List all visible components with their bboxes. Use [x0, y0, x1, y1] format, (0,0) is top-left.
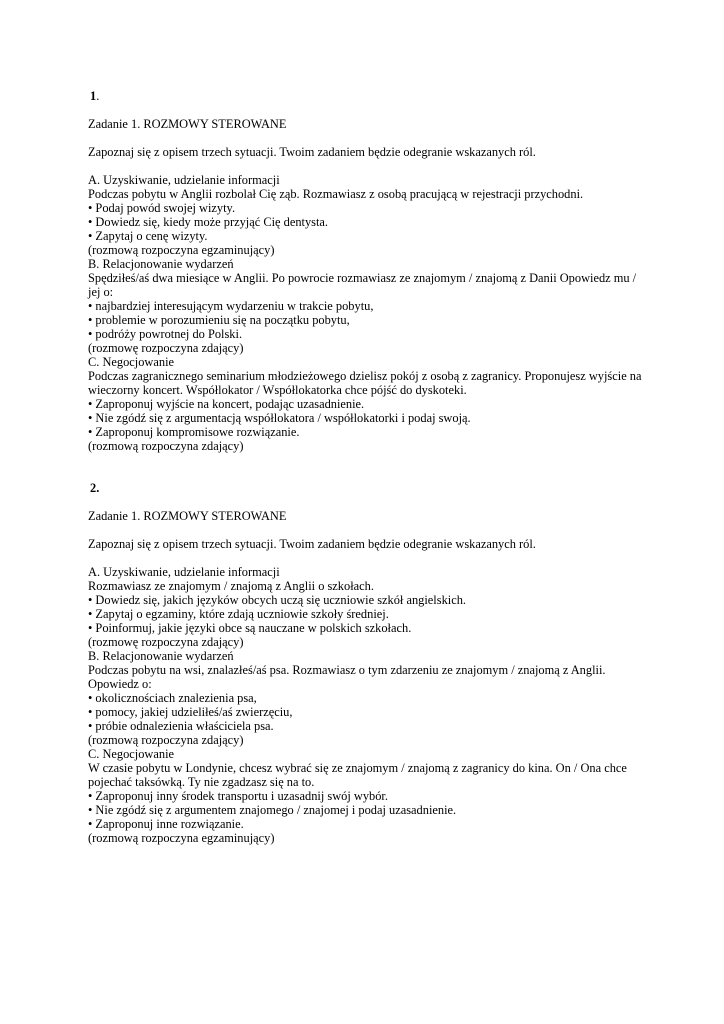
- text-line: W czasie pobytu w Londynie, chcesz wybrać się ze znajomym / znajomą z zagranicy do kina. On / Ona chce: [88, 761, 627, 775]
- bullet-line: • Dowiedz się, kiedy może przyjąć Cię dentysta.: [88, 215, 329, 229]
- bullet-line: • Zapytaj o egzaminy, które zdają uczniowie szkoły średniej.: [88, 607, 389, 621]
- section-heading: A. Uzyskiwanie, udzielanie informacji: [88, 173, 280, 187]
- bullet-line: • Poinformuj, jakie języki obce są nauczane w polskich szkołach.: [88, 621, 412, 635]
- section-heading: B. Relacjonowanie wydarzeń: [88, 649, 234, 663]
- bullet-line: • Zaproponuj inne rozwiązanie.: [88, 817, 244, 831]
- text-line: jej o:: [88, 285, 114, 299]
- text-line: Opowiedz o:: [88, 677, 152, 691]
- section-heading: B. Relacjonowanie wydarzeń: [88, 257, 234, 271]
- text-line: Podczas zagranicznego seminarium młodzieżowego dzielisz pokój z osobą z zagranicy. Proponujesz wyjście na: [88, 369, 642, 383]
- text-line: (rozmową rozpoczyna zdający): [88, 439, 244, 453]
- section-heading: A. Uzyskiwanie, udzielanie informacji: [88, 565, 280, 579]
- section-heading: C. Negocjowanie: [88, 355, 175, 369]
- bullet-line: • próbie odnalezienia właściciela psa.: [88, 719, 274, 733]
- bullet-line: • Zapytaj o cenę wizyty.: [88, 229, 208, 243]
- text-line: (rozmowę rozpoczyna zdający): [88, 635, 244, 649]
- text-line: (rozmową rozpoczyna egzaminujący): [88, 243, 275, 257]
- task-number: 2.: [90, 481, 100, 495]
- task-title: Zadanie 1. ROZMOWY STEROWANE: [88, 117, 287, 131]
- bullet-line: • Podaj powód swojej wizyty.: [88, 201, 236, 215]
- bullet-line: • problemie w porozumieniu się na początku pobytu,: [88, 313, 350, 327]
- bullet-line: • Nie zgódź się z argumentacją współlokatora / współlokatorki i podaj swoją.: [88, 411, 471, 425]
- task-intro: Zapoznaj się z opisem trzech sytuacji. Twoim zadaniem będzie odegranie wskazanych ról.: [88, 537, 536, 551]
- text-line: Podczas pobytu na wsi, znalazłeś/aś psa. Rozmawiasz o tym zdarzeniu ze znajomym / znajomą z Anglii.: [88, 663, 606, 677]
- section-heading: C. Negocjowanie: [88, 747, 175, 761]
- text-line: (rozmowę rozpoczyna zdający): [88, 341, 244, 355]
- text-line: wieczorny koncert. Współlokator / Współlokatorka chce pójść do dyskoteki.: [88, 383, 467, 397]
- task-number: 1.: [90, 89, 100, 103]
- bullet-line: • Nie zgódź się z argumentem znajomego / znajomej i podaj uzasadnienie.: [88, 803, 457, 817]
- bullet-line: • okolicznościach znalezienia psa,: [88, 691, 257, 705]
- bullet-line: • najbardziej interesującym wydarzeniu w trakcie pobytu,: [88, 299, 374, 313]
- bullet-line: • pomocy, jakiej udzieliłeś/aś zwierzęciu,: [88, 705, 293, 719]
- text-line: Spędziłeś/aś dwa miesiące w Anglii. Po powrocie rozmawiasz ze znajomym / znajomą z Danii Opowiedz mu /: [88, 271, 637, 285]
- bullet-line: • Zaproponuj kompromisowe rozwiązanie.: [88, 425, 300, 439]
- bullet-line: • podróży powrotnej do Polski.: [88, 327, 243, 341]
- text-line: Rozmawiasz ze znajomym / znajomą z Anglii o szkołach.: [88, 579, 374, 593]
- task-title: Zadanie 1. ROZMOWY STEROWANE: [88, 509, 287, 523]
- task-intro: Zapoznaj się z opisem trzech sytuacji. Twoim zadaniem będzie odegranie wskazanych ról.: [88, 145, 536, 159]
- text-line: (rozmową rozpoczyna zdający): [88, 733, 244, 747]
- bullet-line: • Dowiedz się, jakich języków obcych uczą się uczniowie szkół angielskich.: [88, 593, 466, 607]
- text-line: pojechać taksówką. Ty nie zgadzasz się na to.: [88, 775, 315, 789]
- text-line: (rozmową rozpoczyna egzaminujący): [88, 831, 275, 845]
- text-line: Podczas pobytu w Anglii rozbolał Cię ząb. Rozmawiasz z osobą pracującą w rejestracji przychodni.: [88, 187, 584, 201]
- bullet-line: • Zaproponuj wyjście na koncert, podając uzasadnienie.: [88, 397, 365, 411]
- bullet-line: • Zaproponuj inny środek transportu i uzasadnij swój wybór.: [88, 789, 388, 803]
